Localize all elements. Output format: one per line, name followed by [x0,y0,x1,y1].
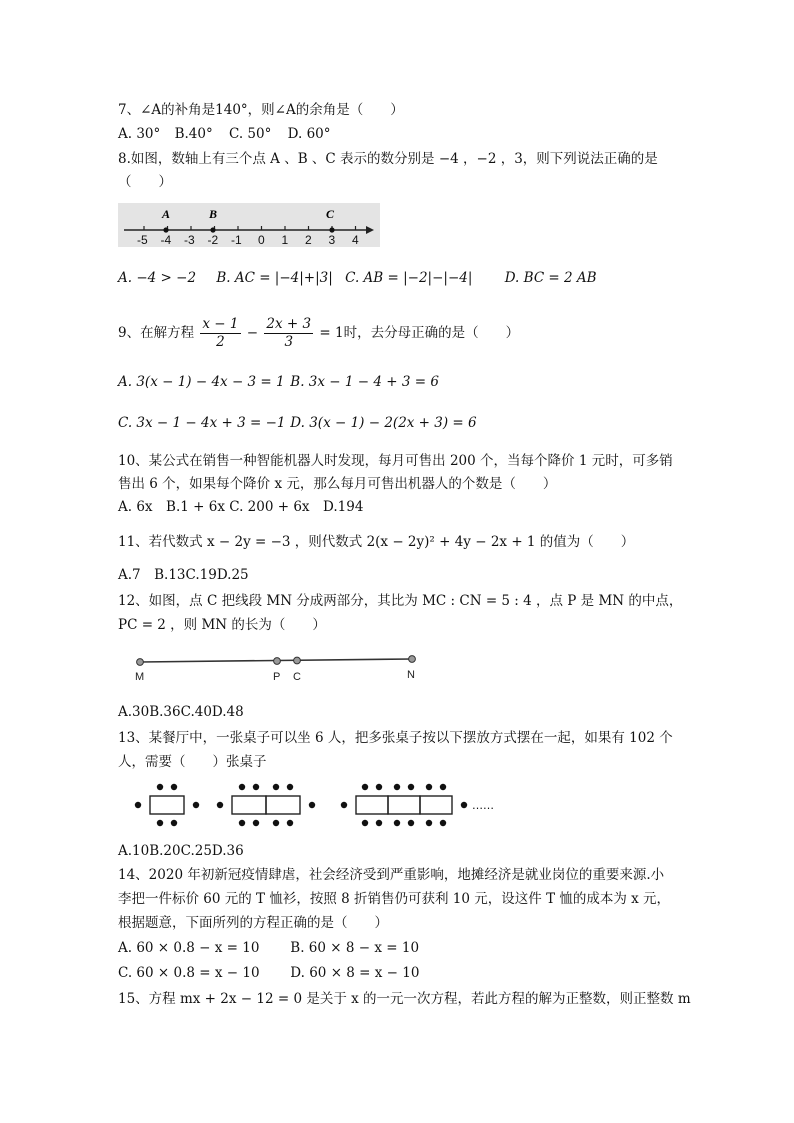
q8-number-line-figure [118,203,380,247]
q9-fraction-1 [200,316,240,351]
q9-fraction-2 [264,316,313,351]
tick-label: -4 [160,233,172,247]
point-a-dot [163,227,168,232]
point-m-label: M [135,671,145,683]
q11-stem: 11、若代数式 x − 2y = −3 ，则代数式 2(x − 2y)² + 4y − 2x + 1 的值为（ ） [118,534,635,550]
tick-label: -5 [137,233,148,247]
q9-option-b: B. 3x − 1 − 4 + 3 = 6 [290,374,439,390]
q14-option-c: C. 60 × 0.8 = x − 10 [118,965,260,981]
q7-options [118,124,331,144]
q15-line1: 15、方程 mx + 2x − 12 = 0 是关于 x 的一元一次方程，若此方程的解为正整数，则正整数 m [118,991,691,1007]
q8-option-b: B. AC = |−4|+|3| [216,270,333,286]
table-2a [232,796,266,814]
tick-label: 2 [305,233,312,247]
table-3c [420,796,452,814]
q12-line2: PC = 2 ，则 MN 的长为（ ） [118,617,326,633]
point-c-dot [294,657,301,664]
q9-option-a: A. 3(x − 1) − 4x − 3 = 1 [118,374,285,390]
q9-stem [118,314,519,352]
q9-stem-suffix: = 1时，去分母正确的是（ ） [319,325,520,341]
q9-fraction-1-denominator: 2 [216,334,225,350]
q11-options: A.7 B.13C.19D.25 [118,567,249,583]
point-c-label: C [326,207,335,221]
tick-label: 1 [281,233,289,247]
q7-option-d: D. 60° [287,126,331,142]
q8-options [118,268,597,288]
table-arrangement-2 [217,784,315,826]
tick-label: -1 [231,233,242,247]
q8-stem-line2: （ ） [118,174,172,190]
q14-options-row1 [118,938,419,958]
figure-background [118,203,380,247]
q9-stem-prefix: 9、在解方程 [118,325,195,341]
q9-options-row1 [118,372,439,392]
q8-option-a: A. −4 > −2 [118,270,197,286]
q10-line2: 售出 6 个，如果每个降价 x 元，那么每月可售出机器人的个数是（ ） [118,476,557,492]
point-n-label: N [407,669,415,681]
q7-option-c: C. 50° [229,126,272,142]
tick-label: 0 [258,233,265,247]
tick-label: -3 [184,233,195,247]
q9-fraction-2-numerator: 2x + 3 [266,316,312,332]
q7-option-b: B.40° [174,126,213,142]
q14-option-a: A. 60 × 0.8 − x = 10 [118,940,260,956]
q9-option-c: C. 3x − 1 − 4x + 3 = −1 [118,415,286,431]
q14-line3: 根据题意，下面所列的方程正确的是（ ） [118,915,388,931]
q12-segment-figure [130,652,422,684]
q8-option-c: C. AB = |−2|−|−4| [345,270,473,286]
q9-minus-sign: − [246,325,259,341]
table-arrangement-1 [135,784,199,826]
point-b-label: B [209,207,218,221]
q12-line1: 12、如图，点 C 把线段 MN 分成两部分，其比为 MC : CN = 5 : 4 ，点 P 是 MN 的中点， [118,593,683,609]
point-c-label: C [293,671,301,683]
table-arrangement-3 [341,784,467,826]
q12-options: A.30B.36C.40D.48 [118,704,244,720]
point-n-dot [409,656,416,663]
q13-options: A.10B.20C.25D.36 [118,843,244,859]
q10-options: A. 6x B.1 + 6x C. 200 + 6x D.194 [118,499,364,515]
q14-line1: 14、2020 年初新冠疫情肆虐，社会经济受到严重影响，地摊经济是就业岗位的重要来源.小 [118,867,665,883]
point-a-label: A [162,207,171,221]
q13-line1: 13、某餐厅中，一张桌子可以坐 6 人，把多张桌子按以下摆放方式摆在一起，如果有 102 个 [118,730,673,746]
tick-label: 3 [328,233,336,247]
q7-stem: 7、∠A的补角是140°，则∠A的余角是（ ） [118,102,404,118]
q9-fraction-2-denominator: 3 [284,334,294,350]
q8-stem-line1: 8.如图，数轴上有三个点 A 、B 、C 表示的数分别是 −4 ，−2 ，3，则下列说法正确的是 [118,151,658,167]
q13-tables-figure [130,780,510,830]
q14-line2: 李把一件标价 60 元的 T 恤衫，按照 8 折销售仍可获利 10 元，设这件 T 恤的成本为 x 元， [118,891,671,907]
tick-label: -2 [207,233,219,247]
point-c-dot [329,227,334,232]
point-b-dot [210,227,215,232]
q13-line2: 人，需要（ ）张桌子 [118,754,267,770]
table-1 [150,796,184,814]
q14-option-b: B. 60 × 8 − x = 10 [290,940,420,956]
point-p-label: P [273,671,281,683]
q9-option-d: D. 3(x − 1) − 2(2x + 3) = 6 [290,415,477,431]
q7-option-a: A. 30° [118,126,161,142]
continuation-ellipsis: …… [472,799,494,812]
table-3b [388,796,420,814]
point-m-dot [137,659,144,666]
q9-fraction-1-numerator: x − 1 [202,316,239,332]
q9-options-row2 [118,413,477,433]
q14-option-d: D. 60 × 8 = x − 10 [290,965,420,981]
q14-options-row2 [118,963,419,983]
tick-label: 4 [352,233,359,247]
table-2b [266,796,300,814]
table-3a [356,796,388,814]
point-p-dot [274,658,281,665]
q8-option-d: D. BC = 2 AB [504,270,597,286]
q10-line1: 10、某公式在销售一种智能机器人时发现，每月可售出 200 个，当每个降价 1 元时，可多销 [118,453,673,469]
